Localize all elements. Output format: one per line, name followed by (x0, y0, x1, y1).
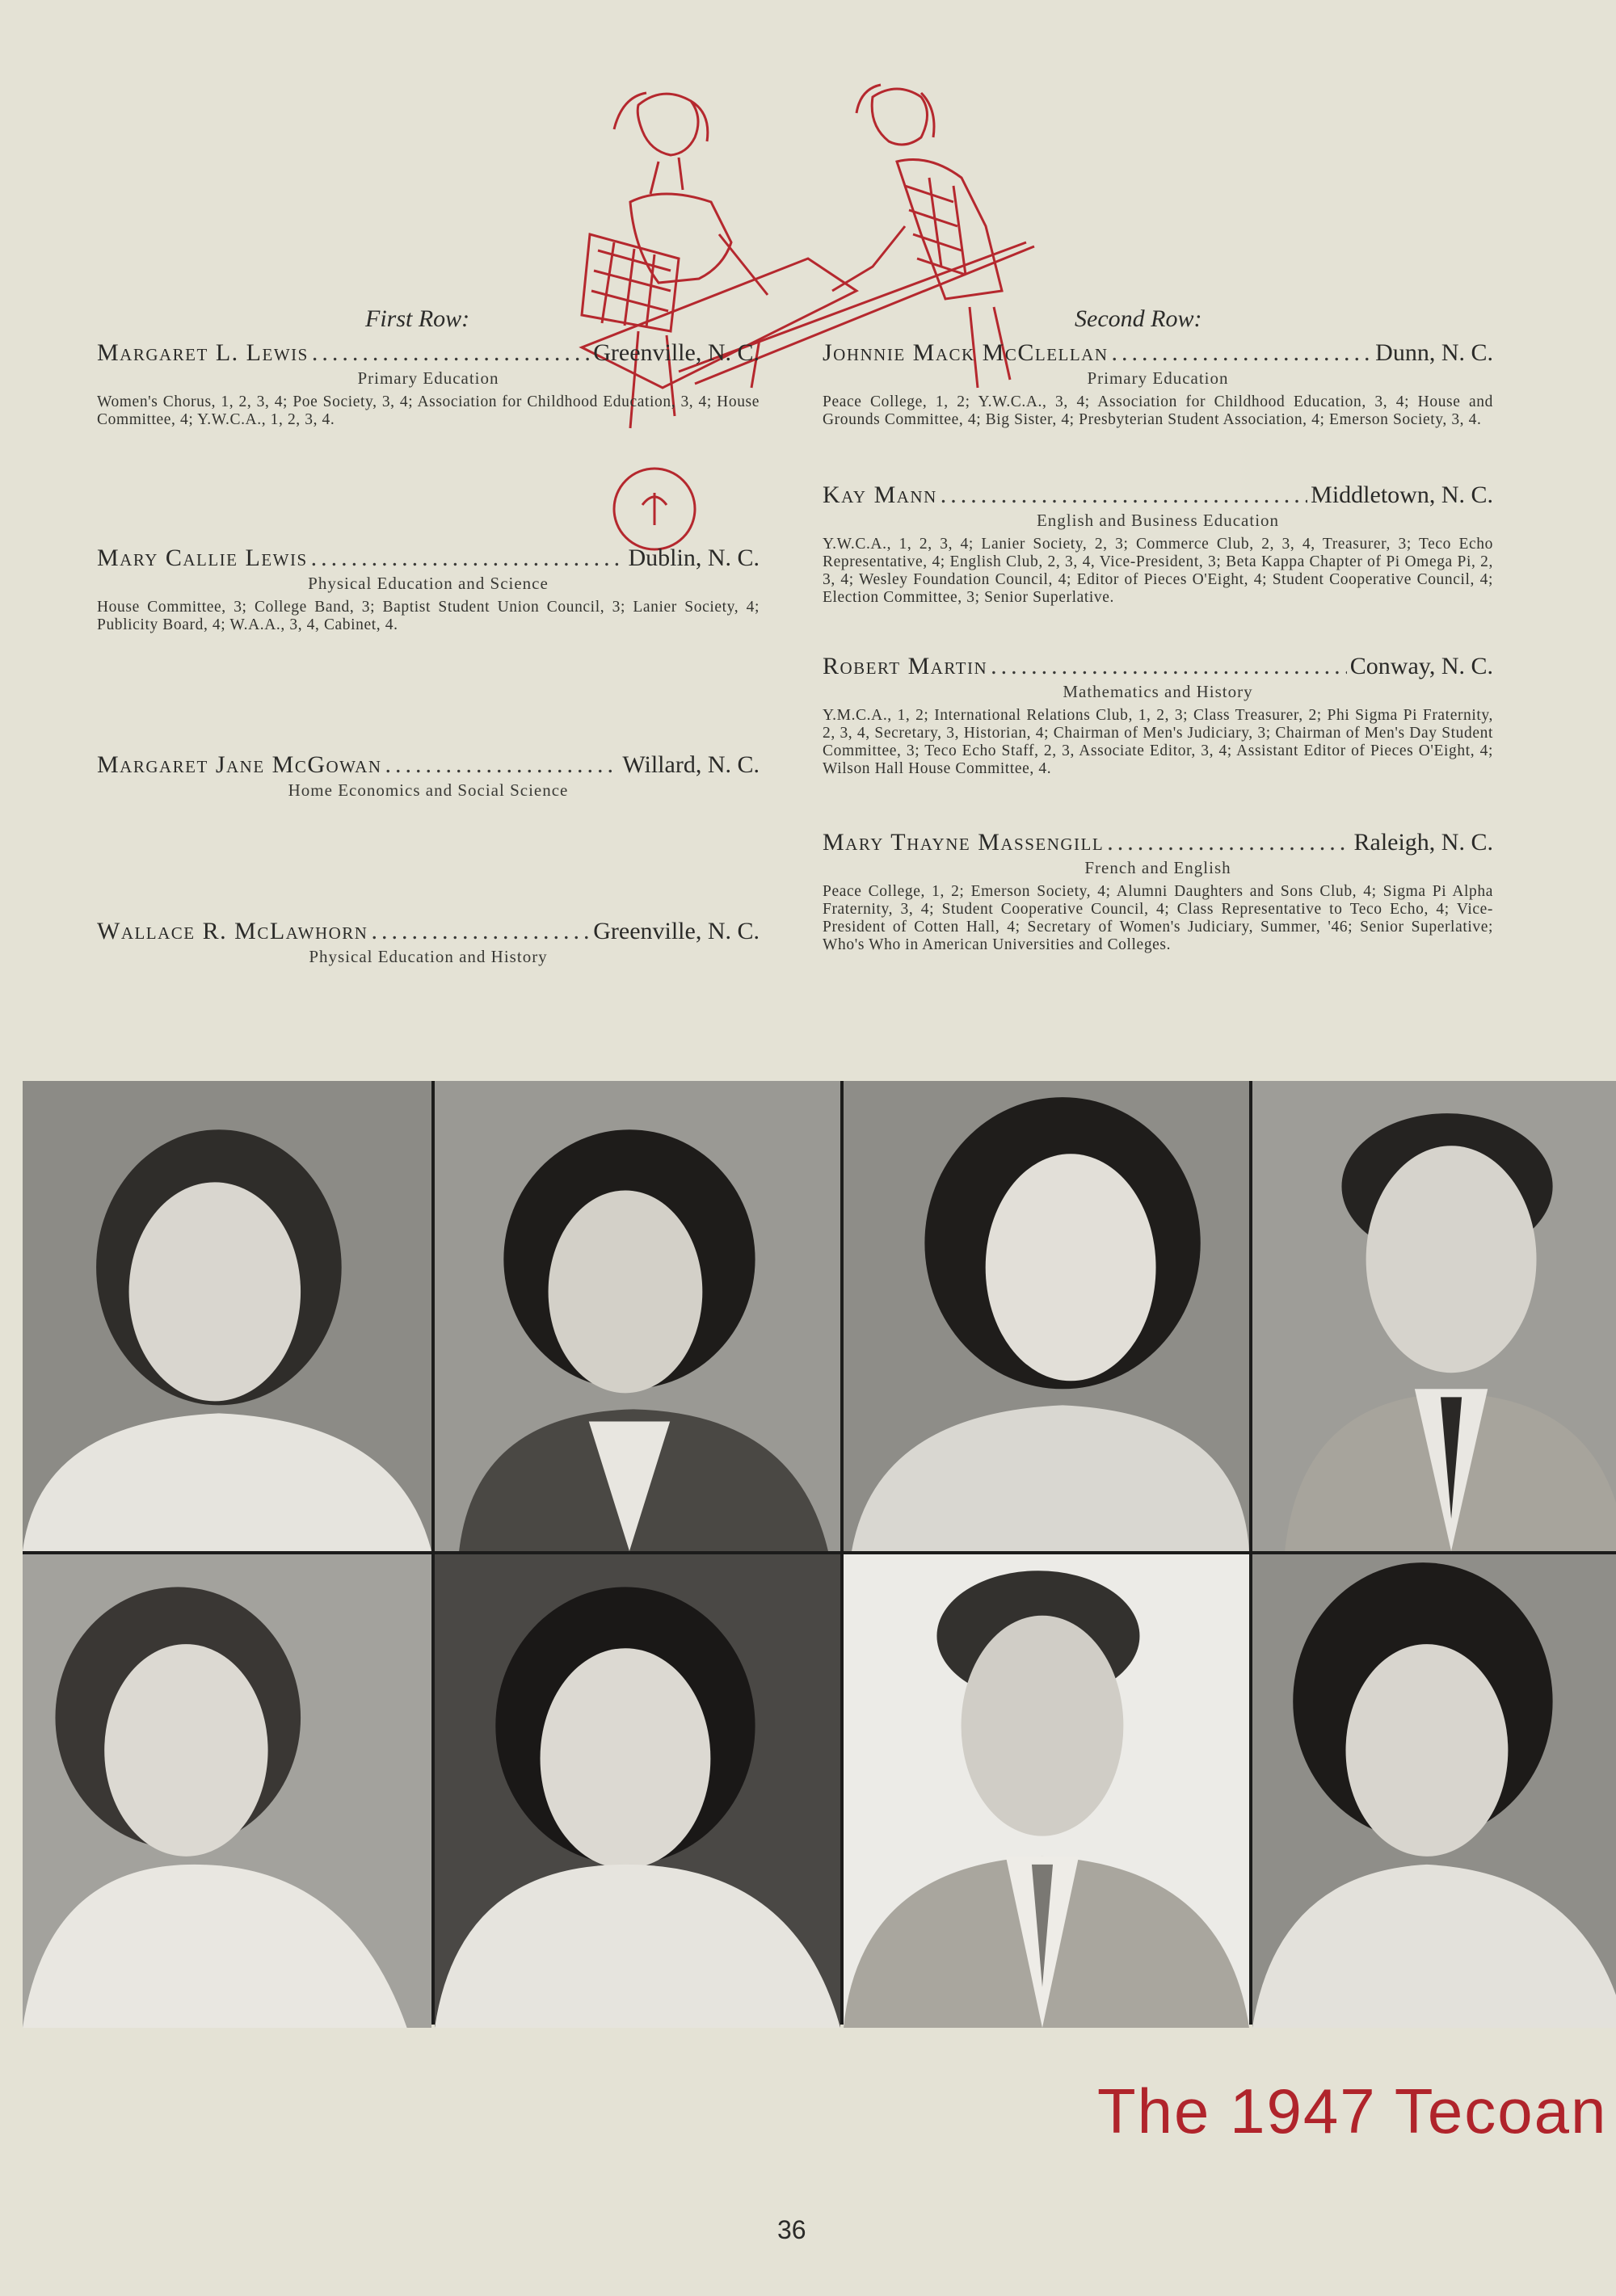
portrait-grid (23, 1081, 1616, 2025)
portrait-photo (1252, 1081, 1616, 1551)
student-activities: House Committee, 3; College Band, 3; Baptist Student Union Council, 3; Lanier Society, 4; Publicity Board, 4; W.A.A., 3, 4, Cabinet, 4. (97, 599, 760, 633)
student-major: Home Economics and Social Science (288, 780, 569, 800)
first-row-header: First Row: (365, 305, 470, 332)
dot-leader (991, 653, 1347, 680)
student-major: Physical Education and History (309, 947, 548, 966)
student-major: Physical Education and Science (308, 574, 549, 593)
dot-leader (941, 481, 1307, 509)
dot-leader (385, 751, 620, 779)
student-activities: Peace College, 1, 2; Y.W.C.A., 3, 4; Association for Childhood Education, 3, 4; House and Grounds Committee, 4; Big Sister, 4; Presbyterian Student Association, 4; Emerson Society, 3, 4. (823, 393, 1493, 428)
student-major: Mathematics and History (1063, 682, 1253, 701)
portrait-photo (23, 1081, 431, 1551)
page-number: 36 (777, 2215, 806, 2244)
dot-leader (312, 339, 590, 367)
student-entry-mary-callie-lewis (97, 545, 760, 634)
student-activities: Peace College, 1, 2; Emerson Society, 4; Alumni Daughters and Sons Club, 4; Sigma Pi Alpha Fraternity, 3, 4; Student Cooperative Council, 4; Class Representative to Teco Echo, 4; Vice-President of Cotten Hall, 4; Secretary of Women's Judiciary, Summer, '46; Senior Superlative; Who's Who in American Universities and Colleges. (823, 883, 1493, 953)
student-entry-mary-thayne-massengill (823, 829, 1493, 954)
student-hometown: Conway, N. C. (1349, 653, 1493, 679)
portrait-photo (435, 1081, 840, 1551)
student-entry-kay-mann (823, 481, 1493, 607)
student-name: Robert Martin (823, 653, 988, 679)
student-name: Mary Callie Lewis (97, 545, 308, 571)
student-hometown: Dunn, N. C. (1375, 339, 1493, 366)
student-major: Primary Education (1087, 368, 1229, 388)
portrait-photo (844, 1554, 1249, 2028)
yearbook-title: The 1947 Tecoan (1097, 2075, 1608, 2147)
second-row-header: Second Row: (1075, 305, 1202, 332)
student-name: Wallace R. McLawhorn (97, 918, 368, 944)
student-hometown: Dublin, N. C. (628, 545, 760, 571)
student-major: French and English (1084, 858, 1231, 877)
student-name: Mary Thayne Massengill (823, 829, 1105, 856)
student-entry-wallace-r-mclawhorn (97, 918, 760, 967)
student-name: Margaret Jane McGowan (97, 751, 382, 778)
student-entry-margaret-l-lewis (97, 339, 760, 429)
student-activities: Y.M.C.A., 1, 2; International Relations Club, 1, 2, 3; Class Treasurer, 2; Phi Sigma Pi Fraternity, 2, 3, 4, Secretary, 3, Historian, 4; Chairman of Men's Judiciary, 3; Chairman of Men's Day Student Committee, 3; Teco Echo Staff, 2, 3, Associate Editor, 3, 4; Assistant Editor of Pieces O'Eight, 4; Wilson Hall House Committee, 4. (823, 707, 1493, 777)
dot-leader (371, 918, 590, 945)
student-activities: Women's Chorus, 1, 2, 3, 4; Poe Society, 3, 4; Association for Childhood Education, 3, 4; House Committee, 4; Y.W.C.A., 1, 2, 3, 4. (97, 393, 760, 428)
student-hometown: Middletown, N. C. (1311, 481, 1493, 508)
portrait-photo (1252, 1554, 1616, 2028)
student-name: Johnnie Mack McClellan (823, 339, 1109, 366)
student-hometown: Greenville, N. C. (593, 339, 760, 366)
student-hometown: Willard, N. C. (622, 751, 760, 778)
student-major: Primary Education (357, 368, 499, 388)
student-major: English and Business Education (1036, 511, 1280, 530)
student-name: Kay Mann (823, 481, 937, 508)
student-entry-margaret-jane-mcgowan (97, 751, 760, 801)
student-activities: Y.W.C.A., 1, 2, 3, 4; Lanier Society, 2, 3; Commerce Club, 2, 3, 4, Treasurer, 3; Teco Echo Representative, 4; English Club, 2, 3, 4, Vice-President, 3; Beta Kappa Chapter of Pi Omega Pi, 2, 3, 4; Wesley Foundation Council, 4; Editor of Pieces O'Eight, 4; Student Cooperative Council, 4; Election Committee, 3; Senior Superlative. (823, 536, 1493, 606)
portrait-photo (23, 1554, 431, 2028)
student-entry-johnnie-mack-mcclellan (823, 339, 1493, 429)
dot-leader (1107, 829, 1350, 856)
dot-leader (1112, 339, 1373, 367)
student-hometown: Raleigh, N. C. (1353, 829, 1493, 856)
student-name: Margaret L. Lewis (97, 339, 309, 366)
portrait-photo (435, 1554, 840, 2028)
dot-leader (311, 545, 625, 572)
portrait-photo (844, 1081, 1249, 1551)
student-hometown: Greenville, N. C. (593, 918, 760, 944)
student-entry-robert-martin (823, 653, 1493, 778)
